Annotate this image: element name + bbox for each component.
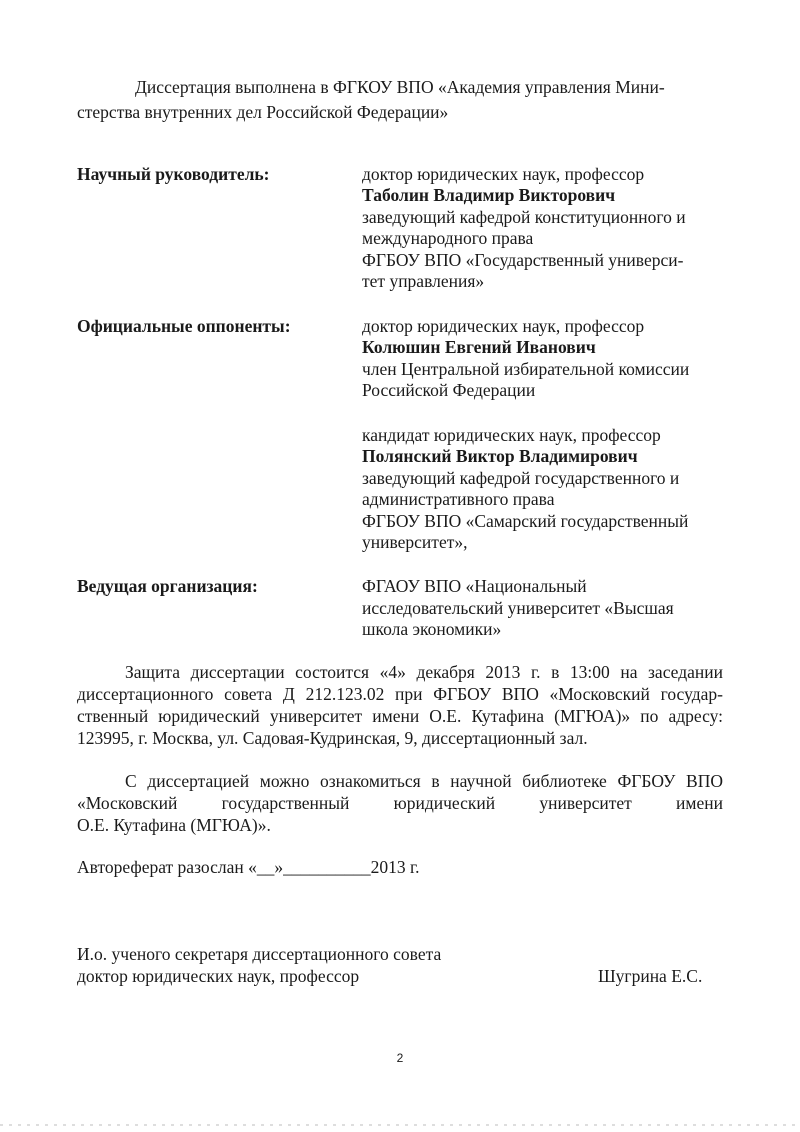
defense-line-2: диссертационного совета Д 212.123.02 при ФГБОУ ВПО «Московский государ- xyxy=(77,684,723,704)
defense-line-1: Защита диссертации состоится «4» декабря 2013 г. в 13:00 на заседании xyxy=(125,662,723,682)
opponent1-position-1: член Центральной избирательной комиссии xyxy=(362,359,690,379)
supervisor-position-1: заведующий кафедрой конституционного и xyxy=(362,207,686,227)
supervisor-degree: доктор юридических наук, профессор xyxy=(362,164,645,184)
secretary-degree: доктор юридических наук, профессор xyxy=(77,966,360,986)
library-line-2: «Московский государственный юридический университет имени xyxy=(77,793,723,813)
library-line-3: О.Е. Кутафина (МГЮА)». xyxy=(77,815,271,835)
supervisor-name: Таболин Владимир Викторович xyxy=(362,185,616,205)
opponent2-degree: кандидат юридических наук, профессор xyxy=(362,425,661,445)
lead-org-label: Ведущая организация: xyxy=(77,576,258,596)
defense-line-4: 123995, г. Москва, ул. Садовая-Кудринская, 9, диссертационный зал. xyxy=(77,728,588,748)
secretary-name: Шугрина Е.С. xyxy=(598,966,703,986)
secretary-title: И.о. ученого секретаря диссертационного совета xyxy=(77,944,442,964)
supervisor-org-2: тет управления» xyxy=(362,271,485,291)
supervisor-position-2: международного права xyxy=(362,228,534,248)
opponent2-org-2: университет», xyxy=(362,532,468,552)
intro-line-1: Диссертация выполнена в ФГКОУ ВПО «Академия управления Мини- xyxy=(135,77,665,97)
lead-org-line-2: исследовательский университет «Высшая xyxy=(362,598,674,618)
opponent2-position-1: заведующий кафедрой государственного и xyxy=(362,468,680,488)
supervisor-org-1: ФГБОУ ВПО «Государственный универси- xyxy=(362,250,684,270)
opponent1-degree: доктор юридических наук, профессор xyxy=(362,316,645,336)
opponent1-position-2: Российской Федерации xyxy=(362,380,536,400)
lead-org-line-1: ФГАОУ ВПО «Национальный xyxy=(362,576,587,596)
scan-artifact-divider xyxy=(0,1124,800,1126)
opponent2-org-1: ФГБОУ ВПО «Самарский государственный xyxy=(362,511,689,531)
page-number: 2 xyxy=(396,1051,404,1065)
opponent2-position-2: административного права xyxy=(362,489,555,509)
intro-line-2: стерства внутренних дел Российской Федерации» xyxy=(77,102,449,122)
opponent1-name: Колюшин Евгений Иванович xyxy=(362,337,596,357)
defense-line-3: ственный юридический университет имени О.Е. Кутафина (МГЮА)» по адресу: xyxy=(77,706,723,726)
abstract-sent-line: Автореферат разослан «__»__________2013 г. xyxy=(77,857,420,877)
supervisor-label: Научный руководитель: xyxy=(77,164,270,184)
library-line-1: С диссертацией можно ознакомиться в научной библиотеке ФГБОУ ВПО xyxy=(125,771,723,791)
lead-org-line-3: школа экономики» xyxy=(362,619,502,639)
opponent2-name: Полянский Виктор Владимирович xyxy=(362,446,638,466)
opponents-label: Официальные оппоненты: xyxy=(77,316,291,336)
